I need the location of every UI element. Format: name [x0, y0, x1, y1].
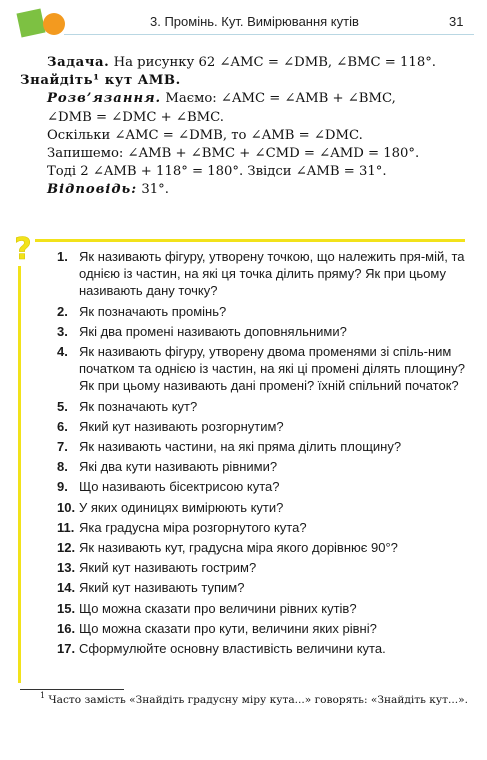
problem-text: На рисунку 62 ∠AMC = ∠DMB, ∠BMC = 118°. [109, 55, 436, 70]
problem-text: Знайдіть¹ кут AMB. [20, 73, 181, 89]
question-number: 5. [57, 398, 68, 414]
running-head-title: 3. Промінь. Кут. Вимірювання кутів [150, 14, 359, 29]
worked-problem [20, 54, 472, 200]
question-number: 12. [57, 540, 76, 556]
problem-line [20, 54, 472, 72]
footnote-text: Часто замість «Знайдіть градусну міру кута...» говорять: «Знайдіть кут...». [48, 694, 468, 706]
problem-line [20, 145, 472, 163]
question-item [57, 579, 467, 596]
problem-text: 31°. [137, 182, 169, 198]
footnote [20, 693, 468, 708]
question-text: Які два кути називають рівними? [79, 459, 278, 475]
problem-label: Відповідь: [47, 182, 138, 198]
question-text: У яких одиницях вимірюють кути? [79, 499, 284, 515]
question-number: 4. [57, 344, 68, 360]
problem-text: Тоді 2 ∠AMB + 118° = 180°. Звідси ∠AMB = 31°. [47, 164, 387, 180]
page-header [0, 0, 487, 50]
problem-line [20, 127, 472, 145]
problem-text: Запишемо: ∠AMB + ∠BMC + ∠CMD = ∠AMD = 180°. [47, 146, 420, 162]
question-text: Яка градусна міра розгорнутого кута? [79, 519, 307, 535]
question-text: Як називають кут, градусна міра якого дорівнює 90°? [79, 540, 398, 556]
question-text: Сформулюйте основну властивість величини кута. [79, 641, 386, 657]
problem-line [20, 109, 472, 127]
question-item [57, 323, 467, 340]
question-text: Який кут називають розгорнутим? [79, 418, 284, 434]
questions-list [57, 248, 467, 660]
question-item [57, 499, 467, 516]
questions-side-bar [18, 241, 21, 683]
question-number: 3. [57, 323, 68, 339]
question-mark-icon [11, 232, 35, 266]
question-text: Що можна сказати про кути, величини яких рівні? [79, 620, 377, 636]
question-text: Як називають фігуру, утворену точкою, що належить пря-мій, та однією із частин, на які ця точка ділить пряму? Як при цьому називають дану точку? [79, 249, 465, 299]
problem-label: Задача. [47, 55, 110, 70]
question-item [57, 478, 467, 495]
question-item [57, 438, 467, 455]
question-text: Як позначають промінь? [79, 303, 227, 319]
questions-top-rule [18, 239, 465, 242]
question-text: Як називають частини, на які пряма ділить площину? [79, 439, 402, 455]
question-number: 8. [57, 459, 68, 475]
header-rule [64, 34, 474, 35]
question-item [57, 559, 467, 576]
logo-shapes-icon [12, 6, 72, 48]
footnote-rule [20, 689, 124, 690]
question-text: Які два промені називають доповняльними? [79, 323, 347, 339]
question-number: 16. [57, 620, 76, 636]
problem-line [20, 72, 472, 90]
question-number: 10. [57, 499, 76, 515]
page-number: 31 [449, 14, 464, 29]
question-number: 11. [57, 519, 75, 535]
problem-line [20, 90, 472, 108]
question-number: 2. [57, 303, 68, 319]
question-number: 1. [57, 249, 68, 264]
question-number: 15. [57, 600, 76, 616]
question-item [57, 248, 467, 300]
footnote-mark: 1 [40, 691, 46, 701]
problem-label: Розв’язання. [47, 91, 162, 107]
svg-text:?: ? [14, 232, 32, 266]
question-text: Який кут називають гострим? [79, 560, 257, 576]
problem-text: Маємо: ∠AMC = ∠AMB + ∠BMC, [161, 91, 396, 107]
problem-text: ∠DMB = ∠DMC + ∠BMC. [47, 109, 224, 125]
question-text: Який кут називають тупим? [79, 580, 245, 596]
question-text: Як позначають кут? [79, 398, 198, 414]
problem-text: Оскільки ∠AMC = ∠DMB, то ∠AMB = ∠DMC. [47, 127, 363, 143]
question-text: Що можна сказати про величини рівних кутів? [79, 600, 357, 616]
question-number: 6. [57, 418, 68, 434]
question-number: 9. [57, 479, 68, 495]
question-item [57, 418, 467, 435]
question-number: 7. [57, 439, 68, 455]
question-item [57, 620, 467, 637]
problem-line [20, 163, 472, 181]
question-text: Що називають бісектрисою кута? [79, 479, 280, 495]
question-item [57, 519, 467, 536]
question-item [57, 640, 467, 657]
question-item [57, 343, 467, 395]
question-number: 13. [57, 560, 76, 576]
question-item [57, 458, 467, 475]
question-item [57, 398, 467, 415]
question-item [57, 600, 467, 617]
problem-line [20, 181, 472, 199]
question-item [57, 539, 467, 556]
question-text: Як називають фігуру, утворену двома променями зі спіль-ним початком та однією із частин, на які ці промені ділять площину? Як при цьому називають дані промені? їхній спільний початок? [79, 344, 465, 394]
question-number: 17. [57, 641, 76, 657]
question-number: 14. [57, 580, 76, 596]
question-item [57, 303, 467, 320]
